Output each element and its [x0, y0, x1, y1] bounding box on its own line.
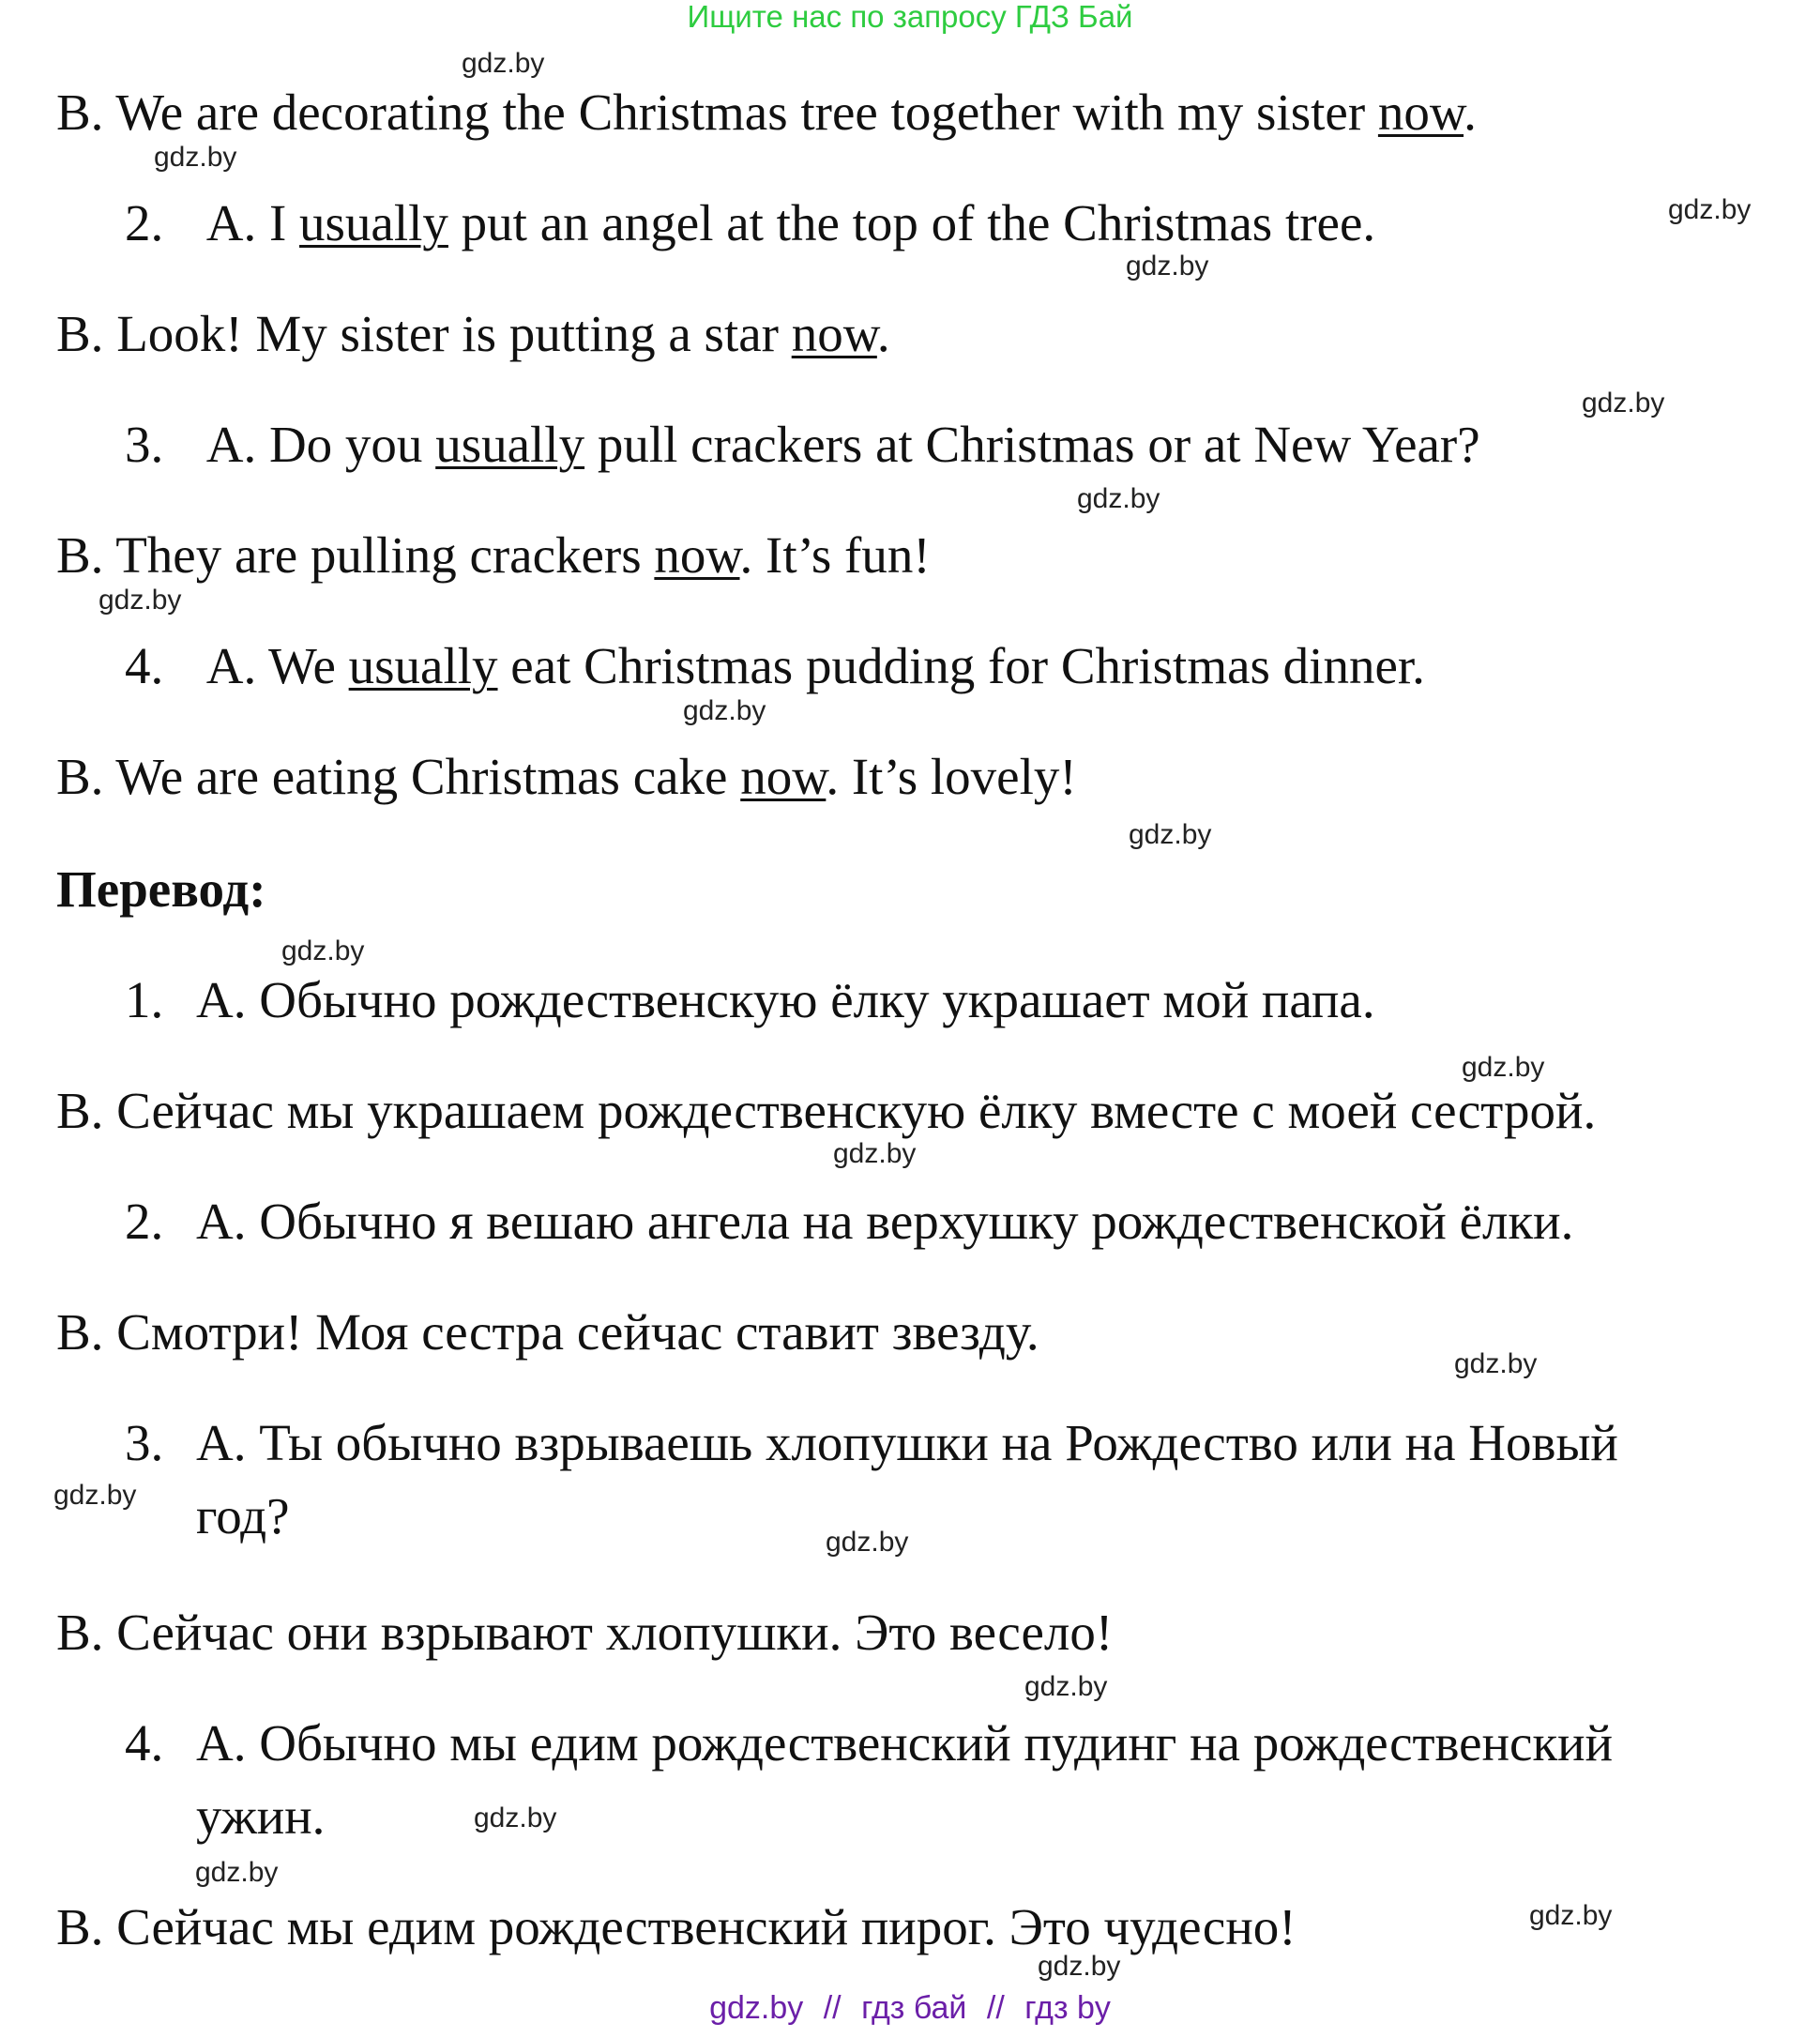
dialogue-a3 — [125, 417, 1480, 473]
sentence-text: put an angel at the top of the Christmas tree. — [461, 194, 1376, 251]
footer-link-gdz-bai[interactable]: гдз бай — [861, 1990, 967, 2026]
footer-links — [0, 1989, 1820, 2027]
sentence-text: We are eating Christmas cake — [115, 748, 728, 805]
watermark: gdz.by — [281, 935, 365, 966]
translation-a3-continuation: год? — [196, 1487, 290, 1544]
watermark: gdz.by — [1038, 1951, 1121, 1982]
underlined-keyword: now — [1377, 84, 1464, 141]
search-banner: Ищите нас по запросу ГДЗ Бай — [687, 0, 1133, 34]
dialogue-b3 — [56, 527, 931, 584]
watermark: gdz.by — [195, 1857, 279, 1888]
watermark: gdz.by — [1582, 388, 1665, 418]
sentence-text: A. Обычно мы едим рождественский пудинг на рождественский — [196, 1714, 1614, 1772]
item-number: 3. — [125, 1414, 164, 1471]
translation-b1: B. Сейчас мы украшаем рождественскую ёлку вместе с моей сестрой. — [56, 1082, 1597, 1139]
item-number: 3. — [125, 416, 164, 473]
sentence-text: Look! My sister is putting a star — [116, 305, 779, 362]
sentence-text: . — [876, 305, 890, 362]
sentence-text: We — [267, 637, 336, 694]
translation-b3: B. Сейчас они взрывают хлопушки. Это весело! — [56, 1604, 1114, 1661]
watermark: gdz.by — [154, 142, 237, 173]
sentence-text: A. Обычно я вешаю ангела на верхушку рождественской ёлки. — [196, 1193, 1574, 1250]
dialogue-b4 — [56, 749, 1077, 805]
sentence-text: I — [268, 194, 287, 251]
watermark: gdz.by — [1529, 1900, 1613, 1931]
translation-b4: B. Сейчас мы едим рождественский пирог. Это чудесно! — [56, 1898, 1297, 1955]
footer-link-gdz-by-cyr[interactable]: гдз by — [1024, 1990, 1111, 2026]
sentence-text: . It’s fun! — [739, 526, 931, 584]
item-number: 2. — [125, 194, 164, 251]
watermark: gdz.by — [683, 695, 766, 726]
underlined-keyword: usually — [348, 637, 498, 694]
speaker-label: A. — [205, 194, 257, 251]
underlined-keyword: now — [654, 526, 740, 584]
footer-link-gdz-by[interactable]: gdz.by — [709, 1990, 804, 2026]
dialogue-a2 — [125, 195, 1375, 251]
watermark: gdz.by — [1126, 251, 1209, 281]
speaker-label: A. — [205, 637, 257, 694]
watermark: gdz.by — [462, 48, 545, 79]
item-number: 4. — [125, 1714, 164, 1772]
translation-a3 — [125, 1415, 1618, 1471]
watermark: gdz.by — [1462, 1052, 1545, 1083]
underlined-keyword: usually — [299, 194, 448, 251]
speaker-label: B. — [56, 526, 104, 584]
speaker-label: B. — [56, 748, 104, 805]
sentence-text: pull crackers at Christmas or at New Year? — [597, 416, 1480, 473]
watermark: gdz.by — [1077, 483, 1160, 514]
watermark: gdz.by — [826, 1527, 909, 1558]
speaker-label: A. — [205, 416, 257, 473]
sentence-text: A. Ты обычно взрываешь хлопушки на Рождество или на Новый — [196, 1414, 1618, 1471]
watermark: gdz.by — [1668, 194, 1752, 225]
watermark: gdz.by — [53, 1480, 137, 1511]
sentence-text: . — [1464, 84, 1477, 141]
footer-separator: // — [986, 1990, 1005, 2026]
translation-b2: B. Смотри! Моя сестра сейчас ставит звезду. — [56, 1303, 1039, 1361]
watermark: gdz.by — [99, 585, 182, 616]
watermark: gdz.by — [833, 1138, 917, 1169]
translation-a4 — [125, 1715, 1613, 1772]
watermark: gdz.by — [1129, 819, 1212, 850]
sentence-text: Do you — [268, 416, 423, 473]
watermark: gdz.by — [1024, 1671, 1108, 1702]
watermark: gdz.by — [1454, 1348, 1538, 1379]
underlined-keyword: now — [791, 305, 877, 362]
underlined-keyword: now — [740, 748, 827, 805]
sentence-text: . It’s lovely! — [826, 748, 1077, 805]
translation-heading: Перевод: — [56, 860, 266, 918]
translation-a1 — [125, 972, 1375, 1028]
translation-a2 — [125, 1194, 1573, 1250]
sentence-text: They are pulling crackers — [115, 526, 642, 584]
footer-separator: // — [823, 1990, 842, 2026]
speaker-label: B. — [56, 84, 104, 141]
translation-a4-continuation: ужин. — [196, 1787, 326, 1845]
dialogue-b1 — [56, 84, 1477, 141]
dialogue-b2 — [56, 306, 890, 362]
sentence-text: eat Christmas pudding for Christmas dinner. — [510, 637, 1425, 694]
dialogue-a4 — [125, 638, 1425, 694]
speaker-label: B. — [56, 305, 104, 362]
sentence-text: A. Обычно рождественскую ёлку украшает мой папа. — [196, 971, 1375, 1028]
item-number: 1. — [125, 971, 164, 1028]
watermark: gdz.by — [474, 1802, 557, 1833]
item-number: 4. — [125, 637, 164, 694]
item-number: 2. — [125, 1193, 164, 1250]
sentence-text: We are decorating the Christmas tree together with my sister — [115, 84, 1366, 141]
underlined-keyword: usually — [435, 416, 585, 473]
